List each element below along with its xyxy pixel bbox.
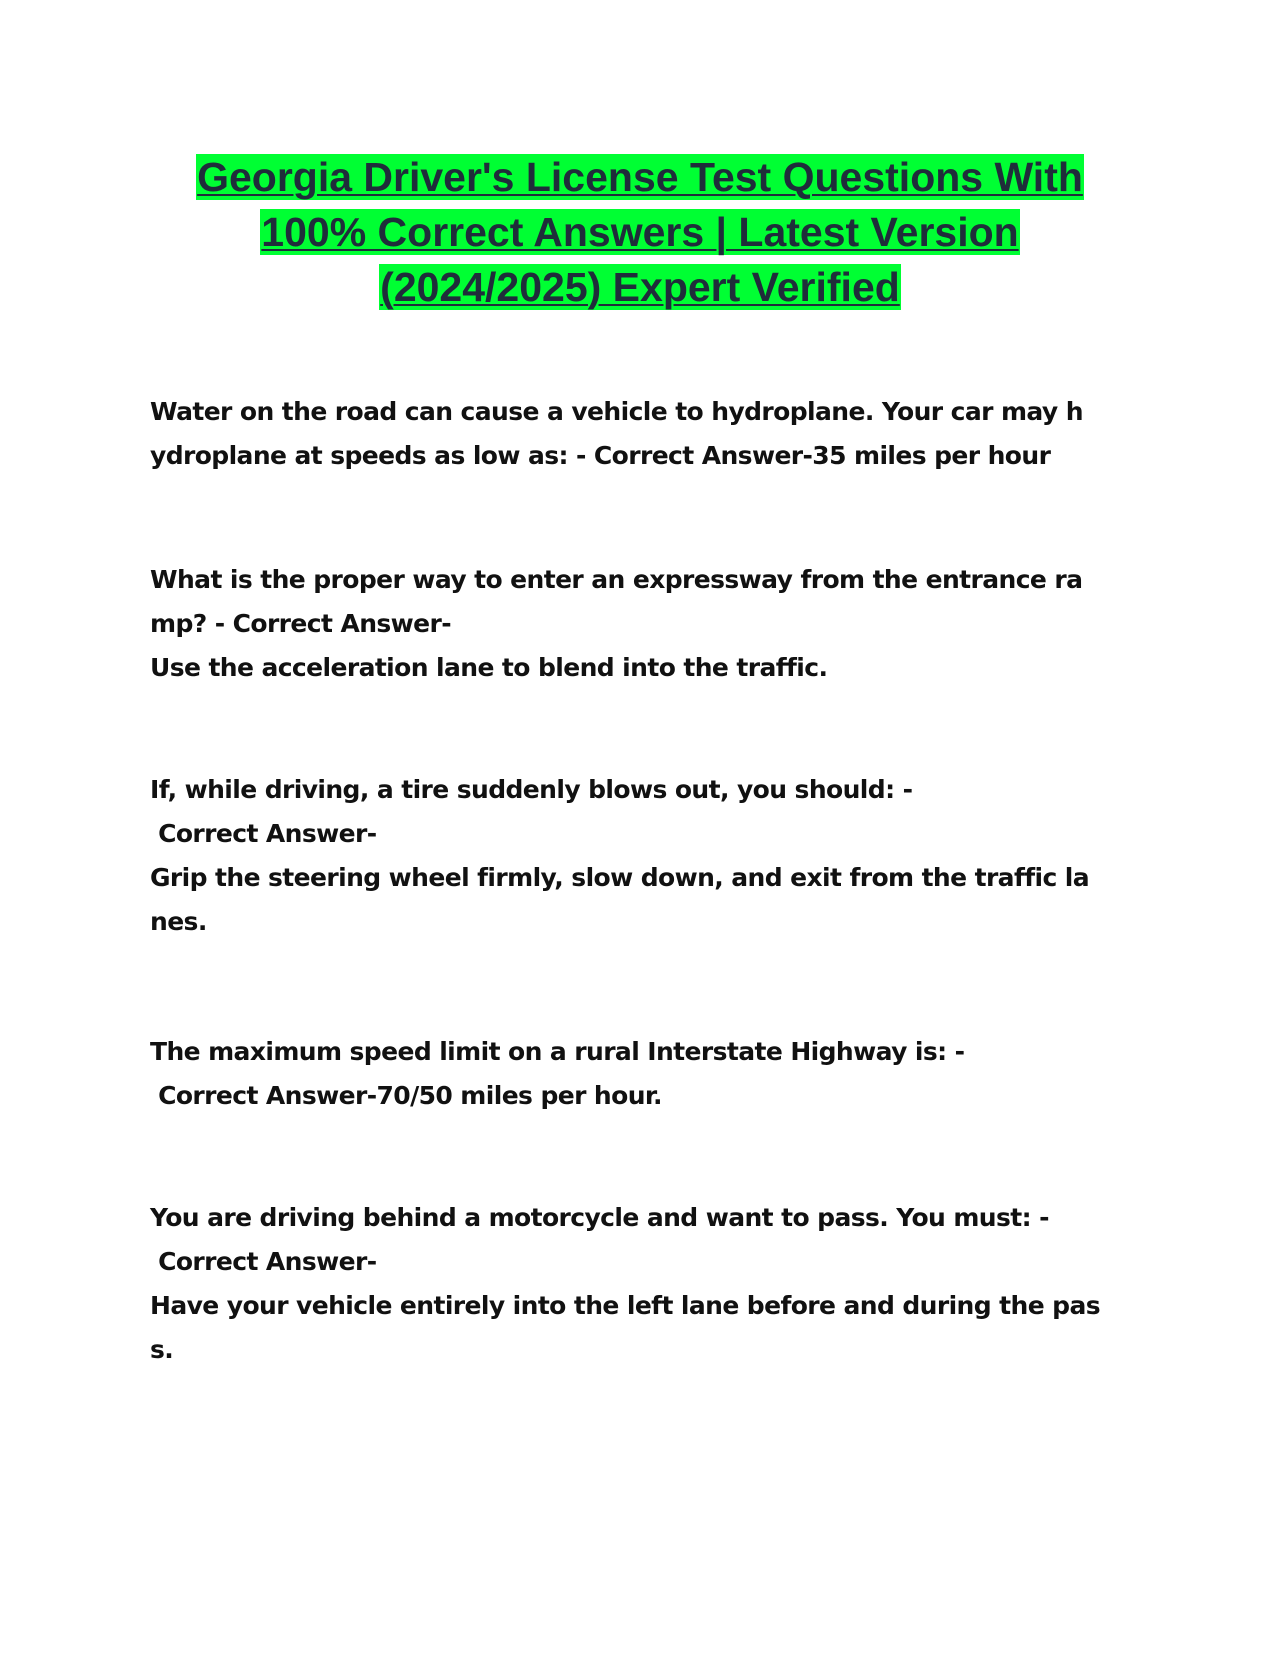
qa-item-expressway <box>150 558 1140 690</box>
qa-line: The maximum speed limit on a rural Interstate Highway is: - <box>150 1037 965 1066</box>
qa-item-speed-limit <box>150 1030 1140 1118</box>
qa-line: Have your vehicle entirely into the left lane before and during the pas <box>150 1291 1101 1320</box>
qa-line: ydroplane at speeds as low as: - Correct Answer-35 miles per hour <box>150 441 1051 470</box>
qa-line: What is the proper way to enter an expressway from the entrance ra <box>150 565 1083 594</box>
qa-line: Grip the steering wheel firmly, slow down, and exit from the traffic la <box>150 863 1090 892</box>
qa-line: Correct Answer- <box>150 819 377 848</box>
qa-line: s. <box>150 1335 174 1364</box>
qa-item-hydroplane <box>150 390 1140 478</box>
qa-line: Water on the road can cause a vehicle to hydroplane. Your car may h <box>150 397 1083 426</box>
title-line <box>150 260 1130 315</box>
qa-line: Correct Answer-70/50 miles per hour. <box>150 1081 662 1110</box>
qa-line: If, while driving, a tire suddenly blows out, you should: - <box>150 775 913 804</box>
title-line-2: 100% Correct Answers | Latest Version <box>261 209 1019 255</box>
qa-item-motorcycle-pass <box>150 1196 1140 1372</box>
qa-line: You are driving behind a motorcycle and want to pass. You must: - <box>150 1203 1049 1232</box>
title-line-3: (2024/2025) Expert Verified <box>380 264 900 310</box>
qa-item-tire-blowout <box>150 768 1140 944</box>
title-line <box>150 150 1130 205</box>
document-title <box>150 150 1130 315</box>
qa-line: mp? - Correct Answer- <box>150 609 452 638</box>
qa-line: Correct Answer- <box>150 1247 377 1276</box>
qa-line: Use the acceleration lane to blend into the traffic. <box>150 653 828 682</box>
title-line <box>150 205 1130 260</box>
title-line-1: Georgia Driver's License Test Questions With <box>197 154 1083 200</box>
qa-line: nes. <box>150 907 207 936</box>
